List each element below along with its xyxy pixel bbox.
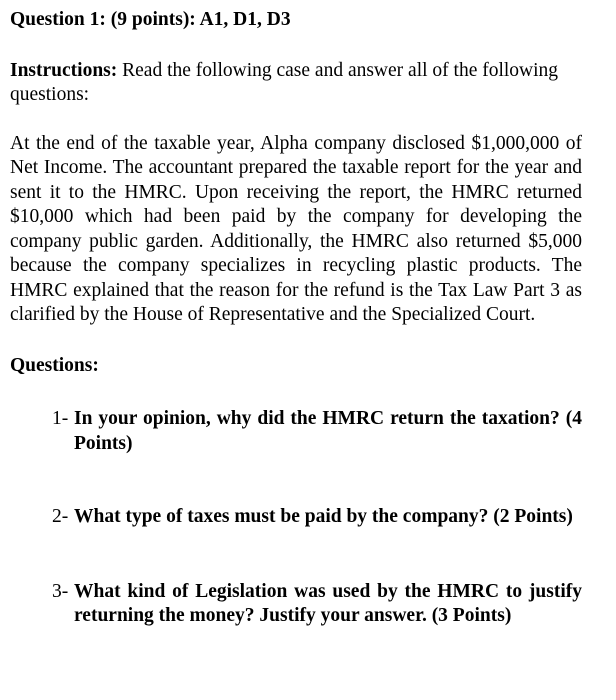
question-number: 2- — [52, 506, 69, 527]
question-item — [10, 580, 582, 629]
instructions-label: Instructions: — [10, 59, 118, 81]
question-item — [10, 407, 582, 456]
instructions-paragraph — [10, 59, 582, 108]
document-page — [10, 8, 582, 629]
question-number: 3- — [52, 580, 69, 602]
question-heading: Question 1: (9 points): A1, D1, D3 — [10, 9, 291, 30]
question-item — [10, 505, 582, 530]
question-text: In your opinion, why did the HMRC return the taxation? (4 Points) — [74, 408, 582, 454]
case-paragraph: At the end of the taxable year, Alpha company disclosed $1,000,000 of Net Income. The accountant prepared the taxable report for the year and sent it to the HMRC. Upon receiving the report, the HMRC returned $10,000 which had been paid by the company for developing the company public garden. Additionally, the HMRC also returned $5,000 because the company specializes in recycling plastic products. The HMRC explained that the reason for the refund is the Tax Law Part 3 as clarified by the House of Representative and the Specialized Court. — [10, 132, 582, 325]
question-text: What kind of Legislation was used by the HMRC to justify returning the money? Justify your answer. (3 Points) — [74, 580, 582, 626]
instructions-text: Read the following case and answer all of the following questions: — [10, 59, 559, 105]
questions-list — [10, 407, 582, 629]
question-text: What type of taxes must be paid by the company? (2 Points) — [74, 506, 573, 527]
questions-heading: Questions: — [10, 354, 99, 376]
question-number: 1- — [52, 408, 69, 429]
